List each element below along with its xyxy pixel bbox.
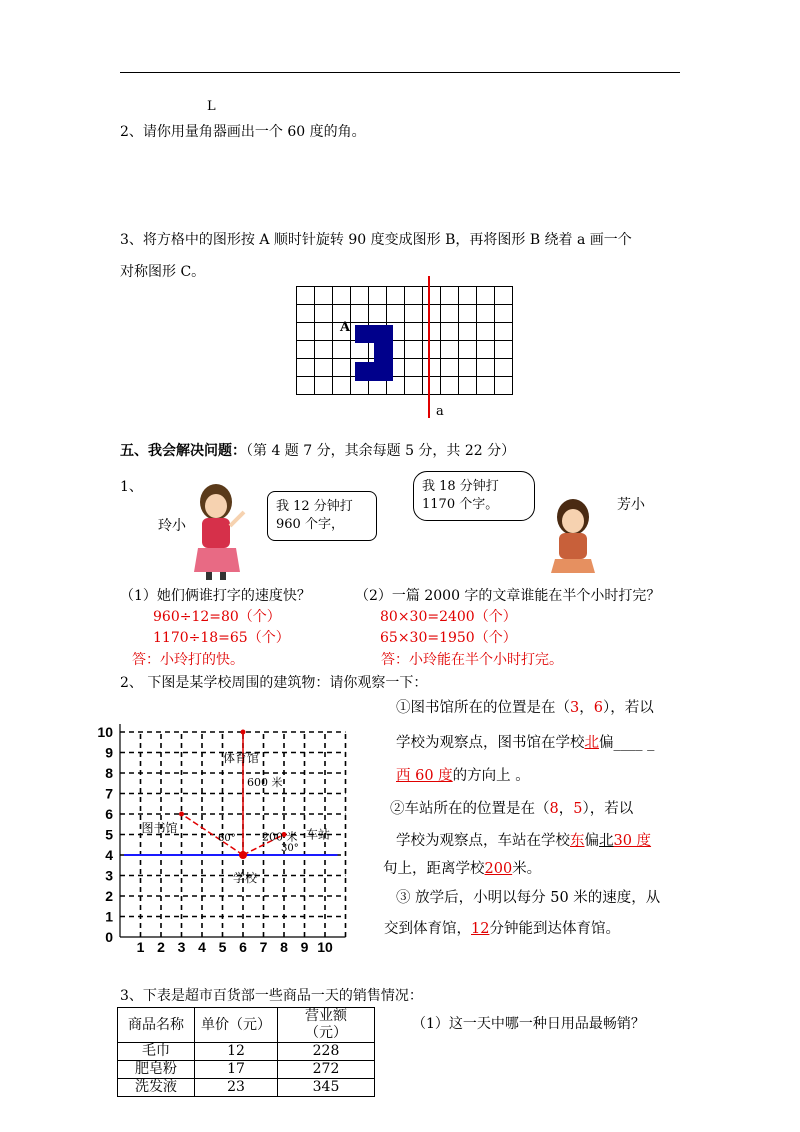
rotation-grid <box>296 286 513 395</box>
qb2-mid: 偏 <box>584 833 599 849</box>
grid-cell <box>459 341 477 359</box>
top-rule <box>120 72 680 73</box>
qb3-line <box>383 857 541 878</box>
x-tick-label: 6 <box>239 939 247 955</box>
grid-cell <box>459 305 477 323</box>
cell-item: 毛巾 <box>118 1043 195 1061</box>
grid-cell <box>315 305 333 323</box>
y-tick-label: 2 <box>105 888 113 904</box>
location-point <box>241 730 246 735</box>
grid-cell <box>459 287 477 305</box>
grid-cell <box>477 287 495 305</box>
qc1-line: ③ 放学后，小明以每分 50 米的速度，从 <box>396 890 661 906</box>
grid-cell <box>441 287 459 305</box>
qa3-answer: 西 60 度 <box>396 768 453 784</box>
qb1-sep: ， <box>558 801 574 817</box>
x-tick-label: 3 <box>177 939 186 955</box>
qb2-dir: 东 <box>570 833 585 849</box>
grid-cell <box>441 377 459 395</box>
x-tick-label: 2 <box>157 939 165 955</box>
qa2-line <box>396 731 654 752</box>
grid-cell <box>477 359 495 377</box>
x-tick-label: 9 <box>300 939 309 955</box>
problem-2-title: 2、 下图是某学校周围的建筑物：请你观察一下： <box>120 675 428 691</box>
qb1-y: 5 <box>573 801 583 817</box>
top-mark: L <box>207 99 216 114</box>
grid-cell <box>495 341 513 359</box>
grid-cell <box>315 359 333 377</box>
qb3-post: 米。 <box>512 861 542 877</box>
label-station: 车站 <box>306 827 331 842</box>
sub1-work-1: 960÷12=80（个） <box>153 609 281 625</box>
grid-cell <box>441 341 459 359</box>
question-3-line1: 3、将方格中的图形按 A 顺时针旋转 90 度变成图形 B，再将图形 B 绕着 a 画一个 <box>120 232 632 248</box>
axis-a-label: a <box>436 404 444 419</box>
grid-cell <box>423 305 441 323</box>
table-row <box>118 1061 375 1079</box>
grid-cell <box>423 359 441 377</box>
grid-cell <box>351 341 369 359</box>
grid-cell <box>405 323 423 341</box>
y-tick-label: 8 <box>105 765 113 781</box>
y-tick-label: 9 <box>105 744 113 761</box>
grid-cell <box>297 377 315 395</box>
qc2-post: 分钟能到达体育馆。 <box>489 921 620 937</box>
x-tick-label: 7 <box>259 939 268 955</box>
grid-cell <box>369 305 387 323</box>
grid-cell <box>333 341 351 359</box>
grid-cell <box>441 305 459 323</box>
grid-cell <box>297 359 315 377</box>
grid-cell <box>423 377 441 395</box>
girl-fangxiao-name: 芳小 <box>617 497 645 513</box>
qa3-line <box>396 764 530 785</box>
label-gym: 体育馆 <box>223 751 260 765</box>
qb1-post: ），若以 <box>582 801 634 817</box>
cell-price: 12 <box>195 1043 278 1061</box>
sub1-answer: 答：小玲打的快。 <box>132 652 244 668</box>
girl-lingxiao-illustration <box>188 482 248 582</box>
header-item: 商品名称 <box>118 1008 195 1043</box>
y-tick-label: 10 <box>97 724 113 740</box>
cell-price: 23 <box>195 1079 278 1097</box>
qb1-pre: ②车站所在的位置是在（ <box>390 801 550 817</box>
label-station-distance: 200 米 <box>262 830 298 844</box>
cell-price: 17 <box>195 1061 278 1079</box>
header-price: 单价（元） <box>195 1008 278 1043</box>
section-5-title: 五、我会解决问题： <box>120 443 246 459</box>
girl-fangxiao-illustration <box>547 495 603 575</box>
x-tick-label: 10 <box>317 939 333 955</box>
y-tick-label: 0 <box>105 929 113 945</box>
grid-cell <box>477 341 495 359</box>
table-row <box>118 1079 375 1097</box>
qb1-line <box>390 797 633 818</box>
grid-cell <box>333 287 351 305</box>
grid-cell <box>495 359 513 377</box>
cell-revenue: 272 <box>278 1061 375 1079</box>
shape-a-base <box>355 362 393 381</box>
grid-cell <box>459 323 477 341</box>
grid-cell <box>405 377 423 395</box>
problem-1-number: 1、 <box>120 479 143 495</box>
lingxiao-speech-bubble: 我 12 分钟打 960 个字， <box>267 491 377 541</box>
grid-cell <box>315 323 333 341</box>
table-row <box>118 1043 375 1061</box>
y-tick-label: 3 <box>105 867 113 884</box>
qb1-x: 8 <box>549 801 559 817</box>
grid-cell <box>405 287 423 305</box>
y-tick-label: 7 <box>105 785 113 802</box>
x-tick-label: 5 <box>218 939 227 955</box>
section-5-note: （第 4 题 7 分，其余每题 5 分，共 22 分） <box>246 443 516 459</box>
grid-cell <box>441 359 459 377</box>
grid-cell <box>423 287 441 305</box>
qa1-line <box>396 696 654 717</box>
qa1-y: 6 <box>593 700 603 716</box>
x-tick-label: 8 <box>280 939 288 955</box>
y-tick-label: 1 <box>105 908 113 925</box>
grid-cell <box>405 341 423 359</box>
grid-cell <box>495 287 513 305</box>
qa2-pre: 学校为观察点，图书馆在学校 <box>396 735 585 751</box>
x-tick-label: 4 <box>198 939 206 955</box>
shape-a-label: A <box>340 320 351 335</box>
grid-cell <box>351 287 369 305</box>
cell-revenue: 228 <box>278 1043 375 1061</box>
grid-cell <box>441 323 459 341</box>
qb2-dir2: 北 <box>599 833 614 849</box>
grid-cell <box>459 359 477 377</box>
qa1-x: 3 <box>570 700 580 716</box>
qb3-pre: 句上，距离学校 <box>383 861 485 877</box>
girl-lingxiao-name: 玲小 <box>158 518 186 534</box>
grid-cell <box>333 359 351 377</box>
sub2-answer: 答：小玲能在半个小时打完。 <box>381 652 563 668</box>
grid-cell <box>315 377 333 395</box>
header-revenue: 营业额 <box>278 1008 375 1026</box>
qb3-answer: 200 <box>484 861 513 877</box>
question-3-line2: 对称图形 C。 <box>120 264 206 280</box>
grid-cell <box>369 287 387 305</box>
grid-cell <box>297 287 315 305</box>
section-5-heading <box>120 440 515 460</box>
qa2-mid: 偏 <box>599 735 614 751</box>
sub1-work-2: 1170÷18=65（个） <box>153 630 290 646</box>
y-tick-label: 6 <box>105 806 113 822</box>
grid-cell <box>495 305 513 323</box>
grid-cell <box>477 377 495 395</box>
x-tick-label: 1 <box>136 939 145 955</box>
location-point <box>179 812 184 817</box>
grid-cell <box>495 323 513 341</box>
question-2: 2、请你用量角器画出一个 60 度的角。 <box>120 124 366 140</box>
label-school: 学校 <box>233 871 258 885</box>
qa1-sep: ， <box>579 700 594 716</box>
school-surroundings-map <box>97 712 380 957</box>
qb2-line <box>396 829 651 850</box>
grid-cell <box>351 305 369 323</box>
grid-cell <box>297 323 315 341</box>
grid-cell <box>477 323 495 341</box>
grid-cell <box>333 377 351 395</box>
grid-cell <box>297 305 315 323</box>
grid-cell <box>405 305 423 323</box>
qb2-deg: 30 度 <box>613 833 652 849</box>
location-point <box>239 851 247 859</box>
label-library-angle: 60° <box>218 833 236 844</box>
grid-cell <box>387 305 405 323</box>
label-library: 图书馆 <box>141 821 178 835</box>
subquestion-1: （1）她们俩谁打字的速度快？ <box>120 588 311 604</box>
cell-item: 肥皂粉 <box>118 1061 195 1079</box>
cell-item: 洗发液 <box>118 1079 195 1097</box>
y-tick-label: 4 <box>105 847 113 863</box>
qc2-answer: 12 <box>471 921 490 937</box>
grid-cell <box>459 377 477 395</box>
sub2-work-1: 80×30=2400（个） <box>380 609 517 625</box>
sales-table <box>117 1007 375 1097</box>
grid-cell <box>315 287 333 305</box>
y-tick-label: 5 <box>105 826 113 843</box>
qa2-blank: ____ _ <box>613 735 655 751</box>
qc2-line <box>384 917 620 938</box>
grid-cell <box>297 341 315 359</box>
grid-cell <box>315 341 333 359</box>
qa2-dir: 北 <box>584 735 599 751</box>
label-gym-distance: 600 米 <box>247 776 283 789</box>
qc2-pre: 交到体育馆， <box>384 921 471 937</box>
grid-cell <box>477 305 495 323</box>
label-station-angle: 30° <box>281 843 299 854</box>
qa1-pre: ①图书馆所在的位置是在（ <box>396 700 570 716</box>
fangxiao-speech-bubble: 我 18 分钟打 1170 个字。 <box>413 471 535 521</box>
cell-revenue: 345 <box>278 1079 375 1097</box>
axis-a-line <box>428 276 430 418</box>
grid-cell <box>387 287 405 305</box>
problem-3-title: 3、下表是超市百货部一些商品一天的销售情况： <box>120 988 423 1004</box>
sub2-work-2: 65×30=1950（个） <box>380 630 517 646</box>
grid-cell <box>423 323 441 341</box>
grid-cell <box>495 377 513 395</box>
grid-cell <box>405 359 423 377</box>
qb2-pre: 学校为观察点，车站在学校 <box>396 833 570 849</box>
grid-cell <box>423 341 441 359</box>
header-revenue-unit: （元） <box>278 1025 375 1043</box>
qa1-post: ），若以 <box>602 700 654 716</box>
subquestion-2: （2）一篇 2000 字的文章谁能在半个小时打完？ <box>355 588 661 604</box>
qa3-post: 的方向上 。 <box>452 768 530 784</box>
problem-3-question-1: （1）这一天中哪一种日用品最畅销？ <box>412 1016 645 1032</box>
